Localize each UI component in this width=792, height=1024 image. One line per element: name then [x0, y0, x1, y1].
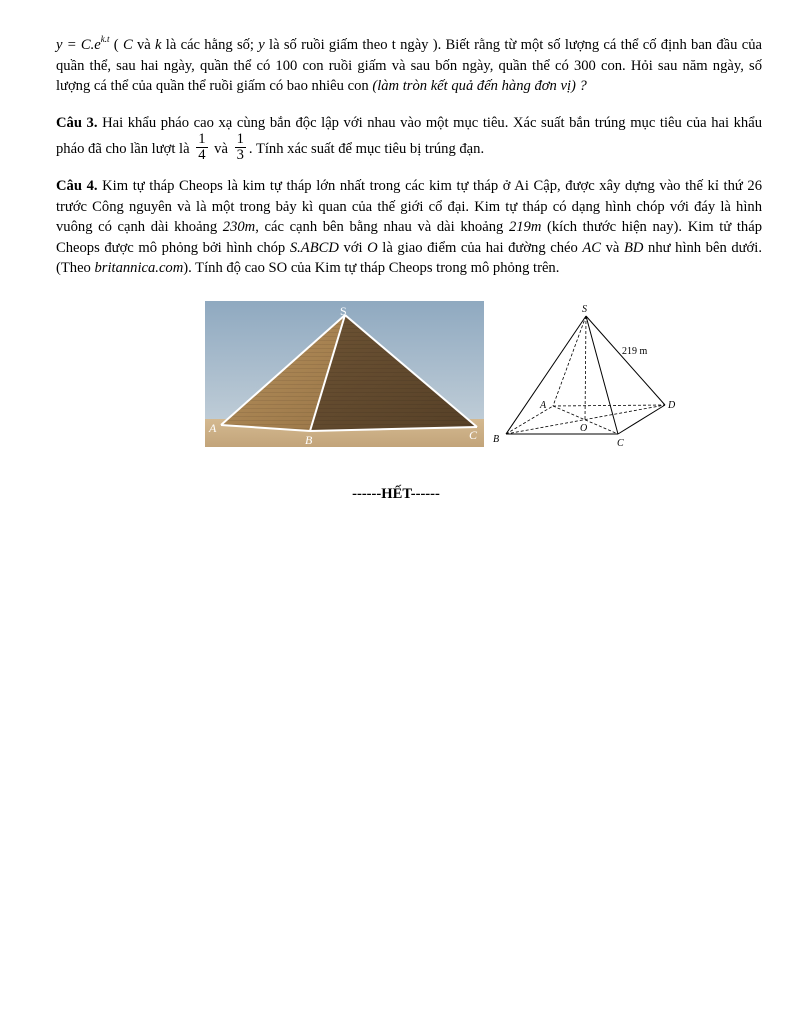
- photo-label-a: A: [209, 421, 217, 435]
- diagram-label-a: A: [540, 400, 547, 411]
- q3-text-b: . Tính xác suất để mục tiêu bị trúng đạn.: [248, 140, 485, 157]
- end-marker: ------HẾT------: [352, 486, 440, 502]
- frac2-numerator: 1: [236, 131, 244, 147]
- question-4-label: Câu 4.: [56, 178, 98, 194]
- diagram-label-o: O: [580, 423, 588, 434]
- point-o: O: [367, 239, 378, 256]
- q3-and: và: [214, 140, 228, 157]
- height-so: [585, 316, 586, 420]
- photo-label-b: B: [305, 433, 313, 447]
- question-3: [56, 112, 762, 165]
- question-4: [56, 176, 762, 279]
- frac2-denominator: 3: [236, 147, 244, 163]
- p1-text-a: (: [109, 37, 123, 53]
- formula-y: y: [56, 37, 63, 53]
- edge-sb: [506, 316, 586, 434]
- pyramid-name: S.ABCD: [289, 239, 339, 256]
- q4-text-a: Kim tự tháp Cheops là kim tự tháp lớn nhất trong các kim tự tháp ở Ai Cập, được xây dựng vào thế kỉ thứ 26 trước Công nguyên và là một trong bảy kì quan của thế giới cổ đại. Kim tự tháp có dạng hình chóp với đáy là hình vuông có cạnh dài khoảng: [56, 178, 762, 235]
- diagram-label-s: S: [582, 304, 587, 315]
- p1-text-c: là các hằng số;: [161, 37, 259, 53]
- q4-text-h: ). Tính độ cao SO của Kim tự tháp Cheops trong mô phỏng trên.: [183, 260, 560, 276]
- pyramid-photo: [205, 301, 484, 447]
- q4-text-f: và: [601, 239, 624, 256]
- formula-exponent: k.t: [100, 34, 110, 44]
- fraction-one-third: [235, 132, 246, 163]
- frac1-numerator: 1: [198, 131, 206, 147]
- diagonal-bd: BD: [624, 239, 644, 256]
- q4-text-d: với: [338, 239, 368, 256]
- var-c: C: [122, 37, 133, 53]
- diagram-label-b: B: [493, 434, 500, 445]
- formula-body: = C.e: [62, 37, 101, 53]
- diagram-label-d: D: [668, 400, 676, 411]
- diagram-label-c: C: [617, 438, 624, 449]
- q4-text-g: như hình bên dưới. (Theo: [56, 239, 762, 276]
- rounding-note: (làm tròn kết quả đến hàng đơn vị) ?: [372, 78, 587, 94]
- var-y: y: [258, 37, 265, 53]
- base-length: 230m: [222, 219, 256, 235]
- frac1-denominator: 4: [198, 147, 206, 163]
- photo-label-c: C: [469, 428, 478, 442]
- question-3-label: Câu 3.: [56, 115, 98, 131]
- edge-length: 219m: [508, 219, 542, 235]
- problem-continuation: [56, 29, 762, 97]
- diagonal-ac: AC: [582, 239, 602, 256]
- p1-text-d: là số ruồi giấm theo t ngày ). Biết rằng từ một số lượng cá thể cố định ban đầu của quần thể, sau hai ngày, quần thể có 100 con ruồi giấm và sau bốn ngày, quần thể có 300 con. Hỏi sau năm ngày, số lượng cá thể của quần thể ruồi giấm có bao nhiêu con: [56, 37, 762, 94]
- pyramid-diagram: [485, 300, 685, 450]
- q3-text-a: Hai khẩu pháo cao xạ cùng bắn độc lập với nhau vào một mục tiêu. Xác suất bắn trúng mục tiêu của hai khẩu pháo đã cho lần lượt là: [56, 115, 762, 157]
- fraction-one-quarter: [196, 132, 207, 163]
- q4-text-e: là giao điểm của hai đường chéo: [377, 239, 583, 256]
- var-k: k: [155, 37, 162, 53]
- p1-text-b: và: [132, 37, 156, 53]
- q4-text-c: (kích thước hiện nay). Kim tử tháp Cheops được mô phỏng bởi hình chóp: [56, 219, 762, 256]
- source-citation: britannica.com: [94, 260, 184, 276]
- photo-label-s: S: [340, 304, 347, 318]
- edge-ad-hidden: [553, 405, 665, 406]
- edge-sa-hidden: [553, 316, 586, 406]
- diagram-edge-length: 219 m: [622, 346, 648, 357]
- q4-text-b: , các cạnh bên bằng nhau và dài khoảng: [255, 219, 509, 235]
